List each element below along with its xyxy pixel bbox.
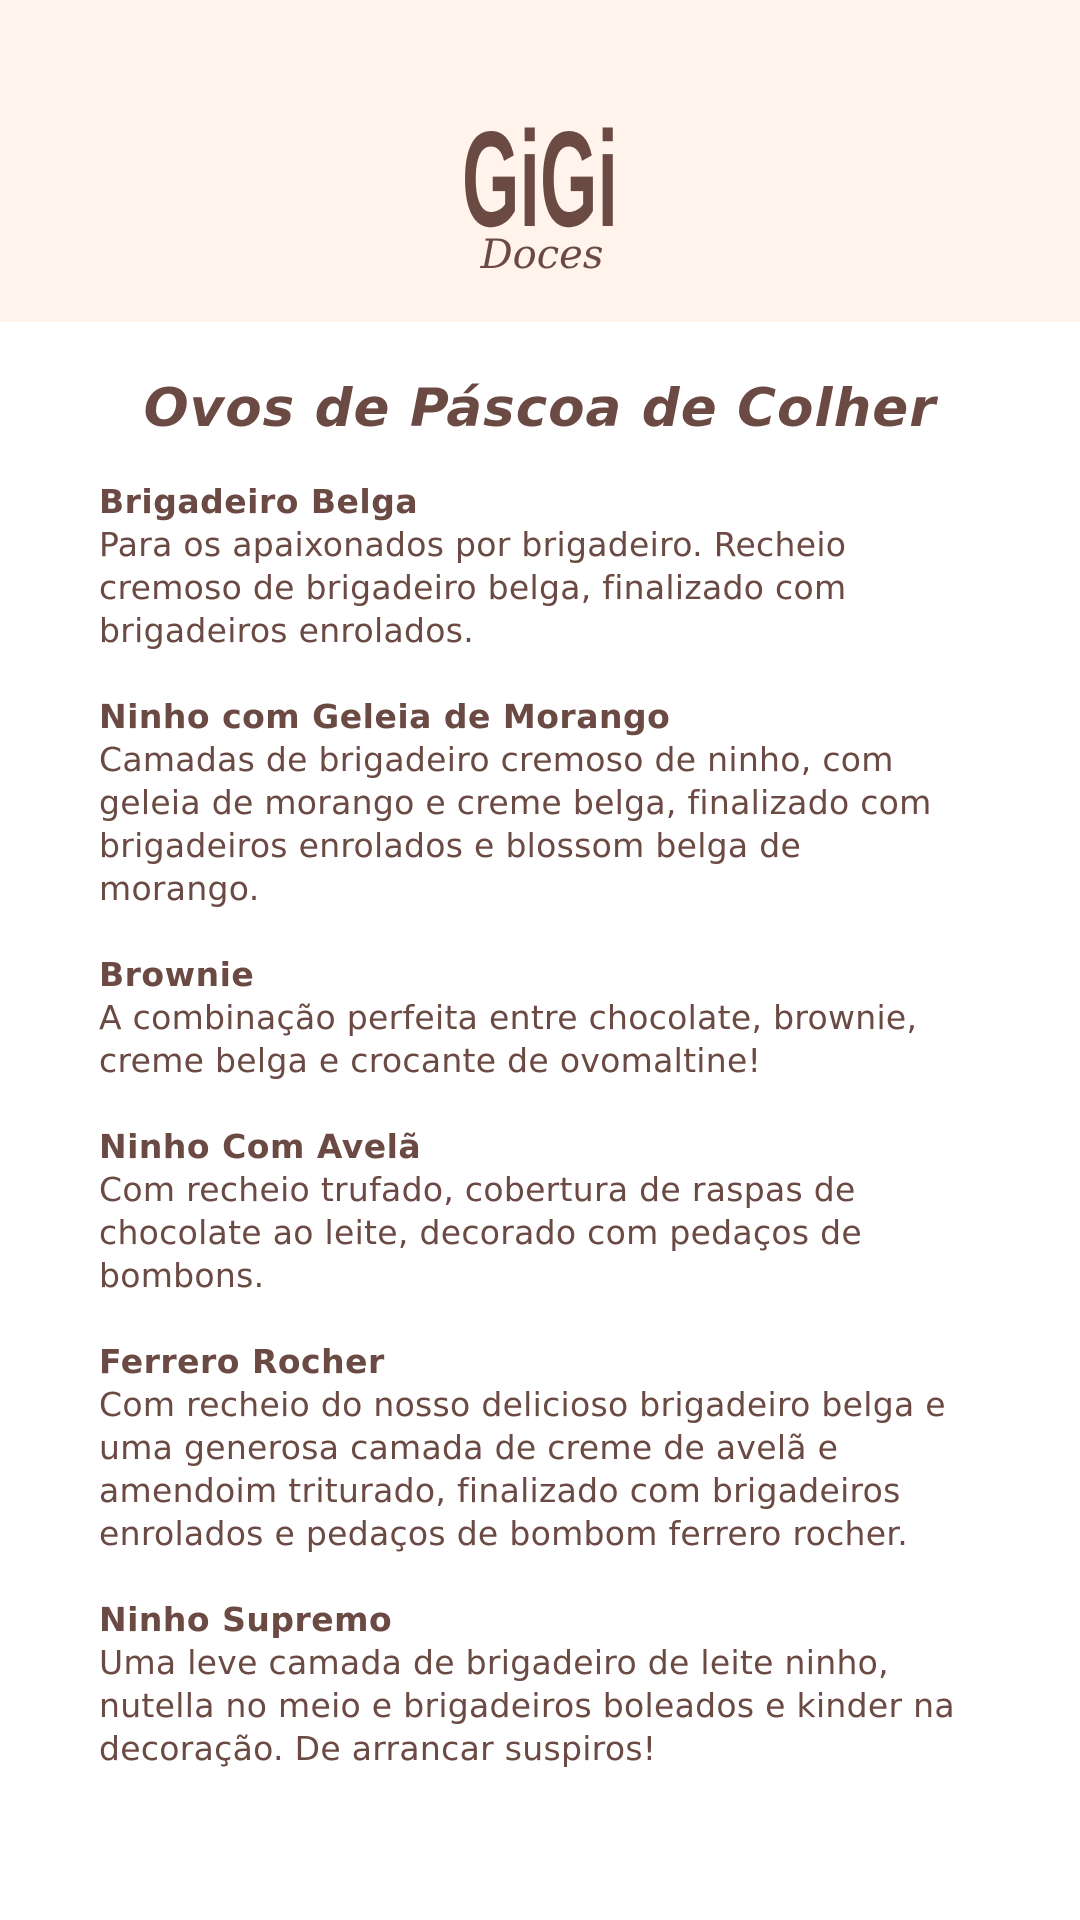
menu-item xyxy=(99,953,999,1082)
menu-item xyxy=(99,1340,999,1555)
menu-item xyxy=(99,480,999,652)
menu-item-description: Uma leve camada de brigadeiro de leite ninho, nutella no meio e brigadeiros boleados e kinder na decoração. De arrancar suspiros! xyxy=(99,1643,955,1768)
menu-item-name: Brigadeiro Belga xyxy=(99,482,419,521)
page-title: Ovos de Páscoa de Colher xyxy=(143,378,937,439)
menu-content xyxy=(0,322,1080,1920)
menu-item-description: Camadas de brigadeiro cremoso de ninho, com geleia de morango e creme belga, finalizado com brigadeiros enrolados e blossom belga de morango. xyxy=(99,740,932,908)
brand-logo xyxy=(458,78,622,274)
menu-item xyxy=(99,695,999,910)
menu-item xyxy=(99,1598,999,1770)
menu-item xyxy=(99,1125,999,1297)
logo-main-text: GiGi xyxy=(462,103,618,255)
menu-item-description: Para os apaixonados por brigadeiro. Recheio cremoso de brigadeiro belga, finalizado com brigadeiros enrolados. xyxy=(99,525,847,650)
menu-item-description: Com recheio do nosso delicioso brigadeiro belga e uma generosa camada de creme de avelã e amendoim triturado, finalizado com brigadeiros enrolados e pedaços de bombom ferrero rocher. xyxy=(99,1385,946,1553)
menu-item-name: Brownie xyxy=(99,955,255,994)
logo-sub-text: Doces xyxy=(480,232,604,274)
menu-item-name: Ninho Com Avelã xyxy=(99,1127,422,1166)
menu-item-description: A combinação perfeita entre chocolate, brownie, creme belga e crocante de ovomaltine! xyxy=(99,998,918,1080)
menu-item-description: Com recheio trufado, cobertura de raspas de chocolate ao leite, decorado com pedaços de bombons. xyxy=(99,1170,863,1295)
brand-header xyxy=(0,0,1080,322)
menu-item-name: Ferrero Rocher xyxy=(99,1342,385,1381)
menu-item-name: Ninho com Geleia de Morango xyxy=(99,697,671,736)
menu-item-name: Ninho Supremo xyxy=(99,1600,393,1639)
menu-list xyxy=(99,480,999,1813)
